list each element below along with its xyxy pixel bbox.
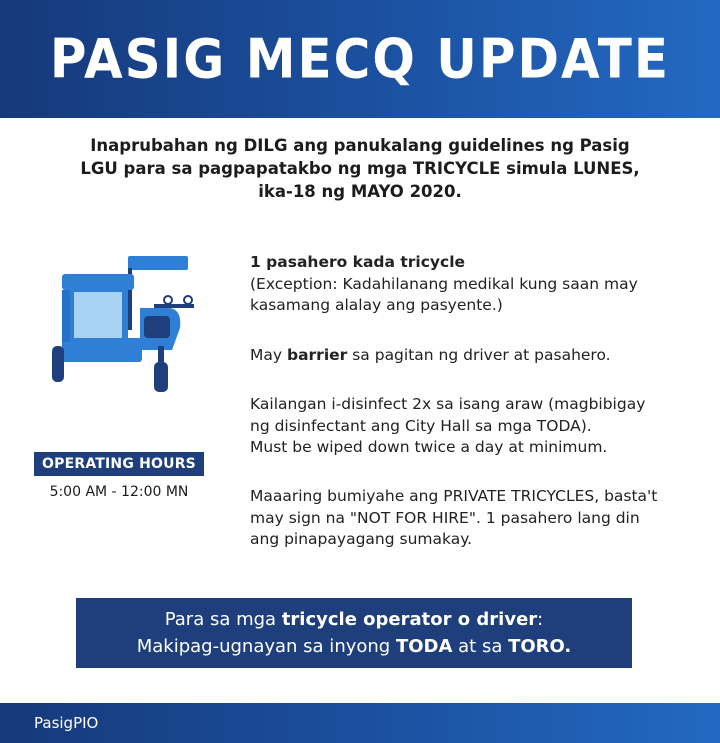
rule-4-line-3: ang pinapayagang sumakay. <box>250 530 473 548</box>
tricycle-icon <box>40 250 205 395</box>
rule-1-title: 1 pasahero kada tricycle <box>250 253 466 271</box>
cta-line-1 <box>76 606 632 633</box>
rule-1-line-3: kasamang alalay ang pasyente.) <box>250 296 503 314</box>
footer-brand: PasigPIO <box>34 714 99 732</box>
rule-1-line-2: (Exception: Kadahilanang medikal kung saan may <box>250 274 638 293</box>
cta-1-bold: tricycle operator o driver <box>281 609 538 630</box>
rule-one-passenger <box>250 252 700 317</box>
rule-3-line-3: Must be wiped down twice a day at minimum. <box>250 438 608 456</box>
cta-2-mid: at sa <box>452 636 509 657</box>
intro-line-2: LGU para sa pagpapatakbo ng mga TRICYCLE simula LUNES, <box>80 159 640 178</box>
intro-line-3: ika-18 ng MAYO 2020. <box>258 182 462 201</box>
rule-3-line-2: ng disinfectant ang City Hall sa mga TODA). <box>250 416 592 435</box>
cta-2-pre: Makipag-ugnayan sa inyong <box>136 636 396 657</box>
operating-hours-value: 5:00 AM - 12:00 MN <box>49 484 189 500</box>
cta-2-toda: TODA <box>395 636 453 657</box>
page-title: PASIG MECQ UPDATE <box>49 27 671 91</box>
rule-3-line-1: Kailangan i-disinfect 2x sa isang araw (magbibigay <box>250 395 646 413</box>
cta-1-pre: Para sa mga <box>164 609 282 630</box>
rule-4-line-1: Maaaring bumiyahe ang PRIVATE TRICYCLES, basta't <box>250 487 658 505</box>
intro-line-1: Inaprubahan ng DILG ang panukalang guidelines ng Pasig <box>90 136 630 155</box>
rule-2-post: sa pagitan ng driver at pasahero. <box>347 346 611 364</box>
rule-2-pre: May <box>250 346 287 364</box>
intro-text <box>60 134 660 203</box>
header-banner <box>0 0 720 118</box>
contact-banner <box>76 598 632 668</box>
rule-private-tricycles <box>250 486 700 551</box>
cta-line-2 <box>76 633 632 660</box>
footer-bar <box>0 703 720 743</box>
cta-1-post: : <box>537 609 544 630</box>
rule-disinfect <box>250 394 700 459</box>
cta-2-toro: TORO. <box>508 636 572 657</box>
rule-2-bold: barrier <box>286 346 348 364</box>
rule-4-line-2: may sign na "NOT FOR HIRE". 1 pasahero lang din <box>250 508 640 527</box>
rule-barrier <box>250 345 700 367</box>
operating-hours-badge: OPERATING HOURS <box>34 452 204 476</box>
